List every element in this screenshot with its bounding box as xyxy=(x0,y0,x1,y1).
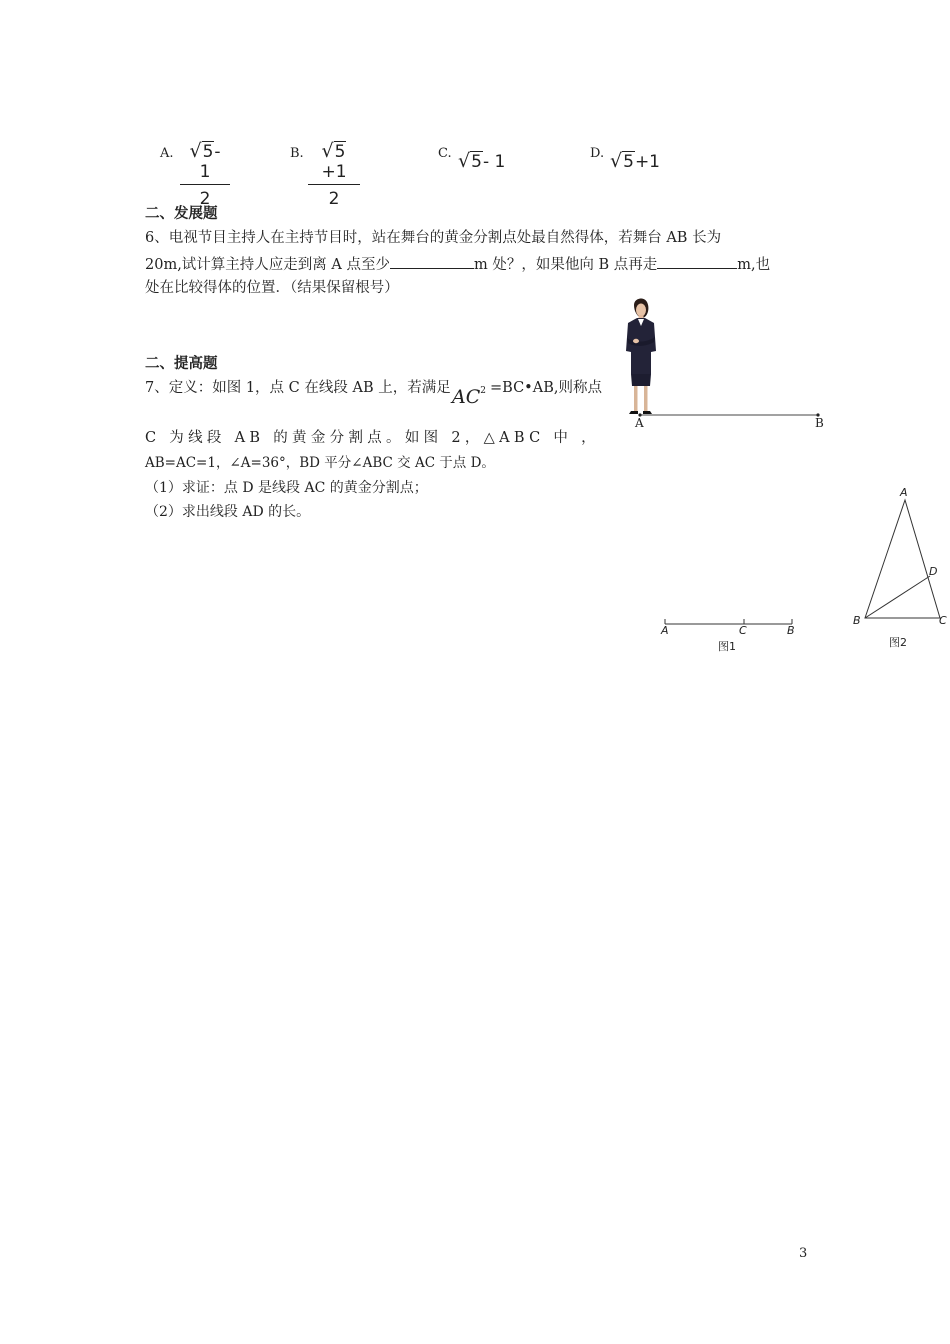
option-d xyxy=(590,142,604,164)
section-title-development: 二、发展题 xyxy=(145,206,218,222)
fig2-label-b: B xyxy=(853,614,861,627)
option-b-radicand: 5 xyxy=(334,142,346,162)
option-c-op: - 1 xyxy=(482,152,506,172)
q7-part1: （1）求证：点 D 是线段 AC 的黄金分割点； xyxy=(145,480,428,496)
q7-line2: C 为线段 AB 的黄金分割点。如图 2，△ABC 中 ， xyxy=(145,430,600,446)
option-c-radicand: 5 xyxy=(471,152,482,172)
fig2-bisector-bd xyxy=(865,576,930,618)
figure-1-segment xyxy=(660,612,800,632)
stage-label-a: A xyxy=(635,416,644,430)
option-b-denominator: 2 xyxy=(328,189,340,209)
q7-part2: （2）求出线段 AD 的长。 xyxy=(145,504,311,520)
q7-line1 xyxy=(145,378,451,398)
option-d-radicand: 5 xyxy=(623,152,634,172)
fig2-triangle-abc xyxy=(865,500,940,618)
option-c xyxy=(438,142,452,164)
stage-label-b: B xyxy=(815,416,824,430)
q6-line2-part3: m,也 xyxy=(737,257,771,273)
option-b-label: B. xyxy=(290,146,304,161)
page-number: 3 xyxy=(799,1246,808,1261)
option-a-radicand: 5 xyxy=(202,142,214,162)
q6-line2-part1: 20m,试计算主持人应走到离 A 点至少 xyxy=(145,257,390,273)
option-c-expression: √5- 1 xyxy=(458,150,506,172)
fig1-caption: 图1 xyxy=(718,640,736,653)
fig2-caption: 图2 xyxy=(889,636,907,649)
q7-formula xyxy=(452,386,486,408)
option-a-label: A. xyxy=(160,146,174,161)
fig2-label-a: A xyxy=(900,486,908,499)
option-a-fraction: $\frac{√5- 1}{2}$ xyxy=(180,140,230,209)
q6-answer-blank-2[interactable] xyxy=(657,254,737,269)
fig1-label-c: C xyxy=(739,624,747,637)
q6-line2 xyxy=(145,254,770,275)
q7-formula-exponent: 2 xyxy=(480,386,486,396)
option-b xyxy=(290,142,304,164)
figure-2-triangle xyxy=(850,488,950,628)
q6-line2-part2: m 处？，如果他向 B 点再走 xyxy=(474,257,658,273)
q7-line1-part1: 7、定义：如图 1，点 C 在线段 AB 上，若满足 xyxy=(145,380,451,396)
option-b-fraction: $\frac{√5+1}{2}$ xyxy=(308,140,360,209)
q6-answer-blank-1[interactable] xyxy=(390,254,474,269)
q7-formula-ac: AC xyxy=(452,386,481,408)
option-d-expression: √5+1 xyxy=(610,150,660,172)
option-d-label: D. xyxy=(590,146,605,161)
fig1-label-b: B xyxy=(787,624,795,637)
option-a-denominator: 2 xyxy=(199,189,211,209)
fig1-label-a: A xyxy=(661,624,669,637)
presenter-stage-figure xyxy=(610,296,830,432)
presenter-illustration xyxy=(626,298,656,414)
fig2-label-c: C xyxy=(939,614,947,627)
option-a xyxy=(160,142,174,164)
section-title-advanced: 二、提高题 xyxy=(145,356,218,372)
fig2-label-d: D xyxy=(929,565,938,578)
option-b-op: +1 xyxy=(321,162,347,182)
q6-line3: 处在比较得体的位置．（结果保留根号） xyxy=(145,280,399,296)
q7-line1-part2: =BC•AB,则称点 xyxy=(490,380,602,396)
q6-line1: 6、电视节目主持人在主持节目时，站在舞台的黄金分割点处最自然得体，若舞台 AB 长为 xyxy=(145,230,722,246)
q7-line3: AB=AC=1，∠A=36°，BD 平分∠ABC 交 AC 于点 D。 xyxy=(145,455,495,471)
option-a-op: - 1 xyxy=(199,142,221,182)
option-d-op: +1 xyxy=(634,152,660,172)
option-c-label: C. xyxy=(438,146,452,161)
